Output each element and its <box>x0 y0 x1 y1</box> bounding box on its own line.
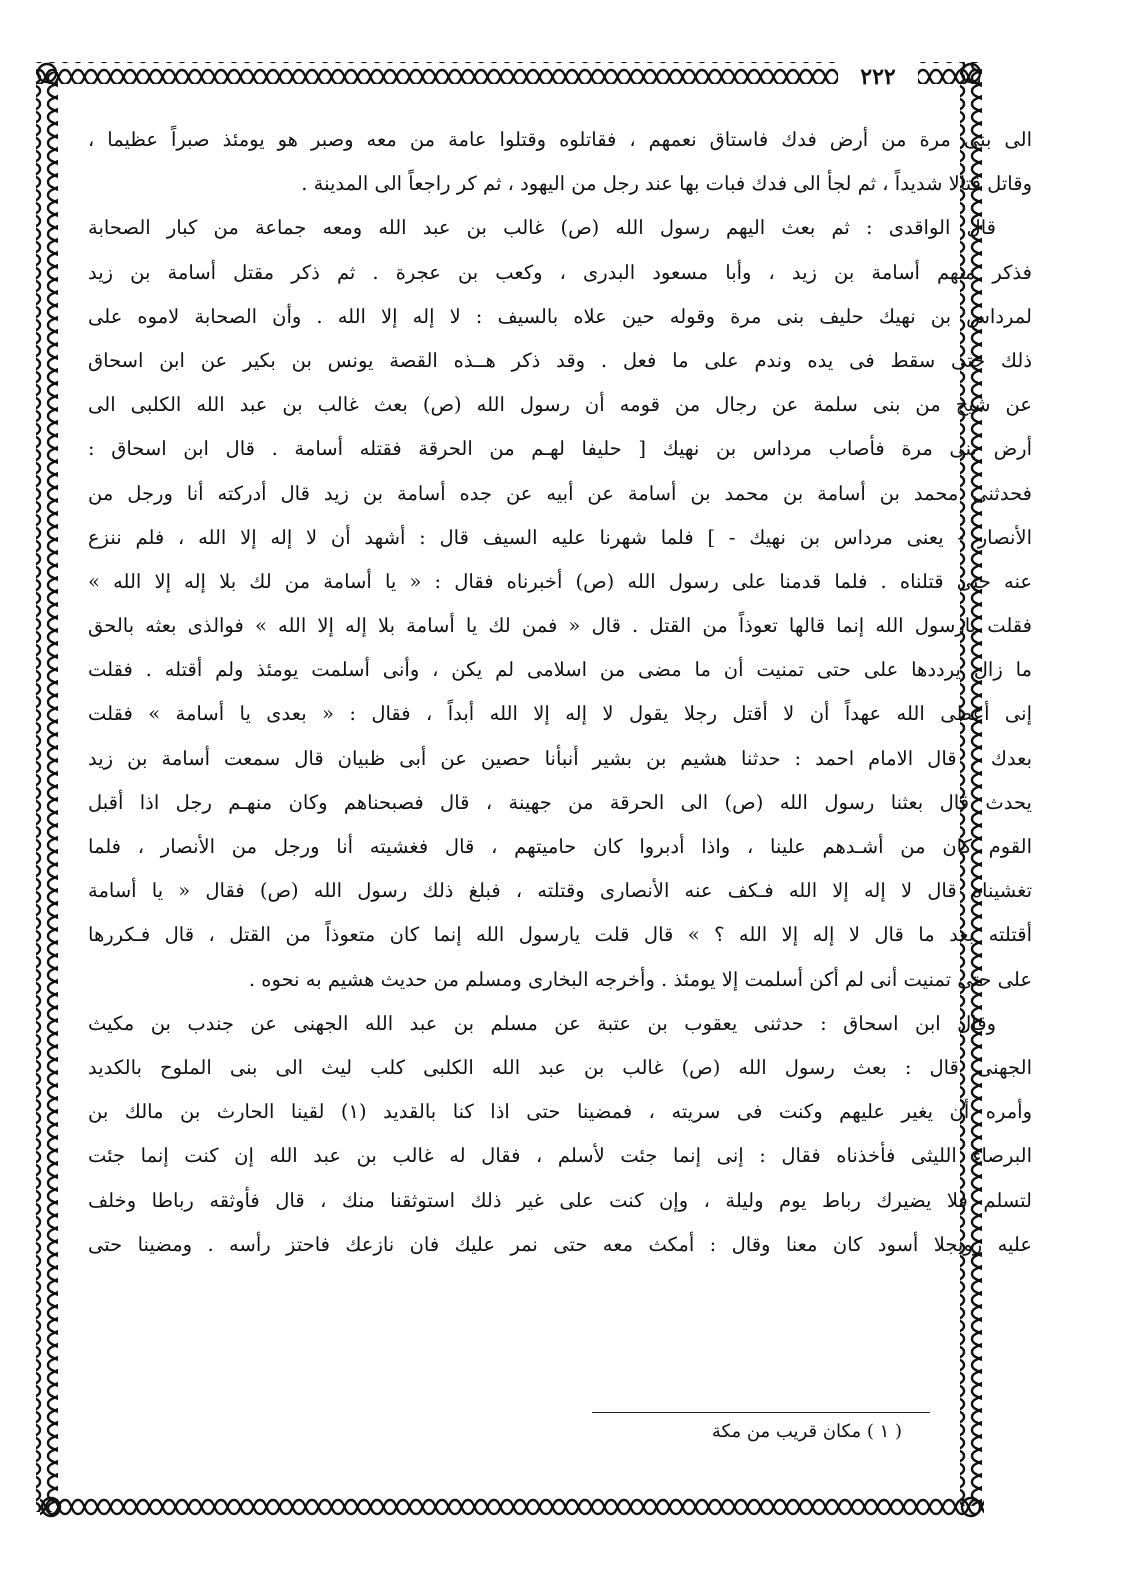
text-line: فذكر منهم أسامة بن زيد ، وأبا مسعود البدرى ، وكعب بن عجرة . ثم ذكر مقتل أسامة بن زيد <box>88 260 1032 284</box>
text-line: القوم كان من أشـدهم علينا ، واذا أدبروا كان حاميتهم ، قال فغشيته أنا ورجل من الأنصار ، فلما <box>88 835 1032 858</box>
text-line: على حتى تمنيت أنى لم أكن أسلمت إلا يومئذ . وأخرجه البخارى ومسلم من حديث هشيم به نحوه . <box>248 967 1032 991</box>
body-text <box>88 118 1032 1267</box>
text-line: لتسلم فلا يضيرك رباط يوم وليلة ، وإن كنت على غير ذلك استوثقنا منك ، قال فأوثقه رباطا وخلف <box>88 1188 1032 1212</box>
text-line: عنه حتى قتلناه . فلما قدمنا على رسول الله (ص) أخبرناه فقال : « يا أسامة من لك بلا إله إلا الله » <box>88 569 1032 593</box>
text-line: الى بنى مرة من أرض فدك فاستاق نعمهم ، فقاتلوه وقتلوا عامة من معه وصبر هو يومئذ صبراً عظيما ، <box>88 128 1032 151</box>
text-line: الجهنى قال : بعث رسول الله (ص) غالب بن عبد الله الكلبى كلب ليث الى بنى الملوح بالكديد <box>88 1055 1032 1079</box>
text-line: بعدك . قال الامام احمد : حدثنا هشيم بن بشير أنبأنا حصين عن أبى ظبيان قال سمعت أسامة بن زيد <box>88 746 1032 770</box>
text-line: وقاتل قتالا شديداً ، ثم لجأ الى فدك فبات بها عند رجل من اليهود ، ثم كر راجعاً الى المدينة . <box>301 172 1032 196</box>
text-line: ذلك حتى سقط فى يده وندم على ما فعل . وقد ذكر هــذه القصة يونس بن بكير عن ابن اسحاق <box>88 348 1032 372</box>
text-line: تغشيناه قال لا إله إلا الله فـكف عنه الأنصارى وقتلته ، فبلغ ذلك رسول الله (ص) فقال « يا أسامة <box>88 879 1032 903</box>
footnote-divider <box>592 1412 930 1413</box>
text-line: فحدثنى محمد بن أسامة بن محمد بن أسامة عن أبيه عن جده أسامة بن زيد قال أدركته أنا ورجل من <box>88 481 1032 505</box>
text-line: عليه رويجلا أسود كان معنا وقال : أمكث معه حتى نمر عليك فان نازعك فاحتز رأسه . ومضينا حتى <box>88 1232 1032 1256</box>
text-line: يحدث قال بعثنا رسول الله (ص) الى الحرقة من جهينة ، قال فصبحناهم وكان منهـم رجل اذا أقبل <box>88 790 1032 814</box>
text-line: فقلت يارسول الله إنما قالها تعوذاً من القتل . قال « فمن لك يا أسامة بلا إله إلا الله » فوالذى بعثه بالحق <box>88 614 1032 638</box>
page-number: ٢٢٢ <box>838 60 918 94</box>
text-line: إنى أعطى الله عهداً أن لا أقتل رجلا يقول لا إله إلا الله أبداً ، فقال : « بعدى يا أسامة » فقلت <box>88 702 1032 726</box>
text-line: أرض بنى مرة فأصاب مرداس بن نهيك [ حليفا لهـم من الحرقة فقتله أسامة . قال ابن اسحاق : <box>88 437 1032 461</box>
text-line: البرصاء الليثى فأخذناه فقال : إنى إنما جئت لأسلم ، فقال له غالب بن عبد الله إن كنت إنما جئت <box>88 1144 1032 1168</box>
text-line: عن شيخ من بنى سلمة عن رجال من قومه أن رسول الله (ص) بعث غالب بن عبد الله الكلبى الى <box>88 393 1032 417</box>
text-line: وقال ابن اسحاق : حدثنى يعقوب بن عتبة عن مسلم بن عبد الله الجهنى عن جندب بن مكيث <box>88 1011 996 1035</box>
text-line: الأنصار - يعنى مرداس بن نهيك - ] فلما شهرنا عليه السيف قال : أشهد أن لا إله إلا الله ، فلم ننزع <box>88 525 1032 549</box>
text-line: ما زال يرددها على حتى تمنيت أن ما مضى من اسلامى لم يكن ، وأنى أسلمت يومئذ ولم أقتله . فقلت <box>88 658 1032 682</box>
footnote: ( ١ ) مكان قريب من مكة <box>711 1421 902 1442</box>
text-line: قال الواقدى : ثم بعث اليهم رسول الله (ص) غالب بن عبد الله ومعه جماعة من كبار الصحابة <box>88 216 996 240</box>
text-line: وأمره أن يغير عليهم وكنت فى سريته ، فمضينا حتى اذا كنا بالقديد (١) لقينا الحارث بن مالك بن <box>88 1100 1032 1124</box>
text-line: لمرداس بن نهيك حليف بنى مرة وقوله حين علاه بالسيف : لا إله إلا الله . وأن الصحابة لاموه على <box>88 304 1032 328</box>
text-line: أقتلته بعد ما قال لا إله إلا الله ؟ » قال قلت يارسول الله إنما كان متعوذاً من القتل ، قال فـكررها <box>88 923 1032 947</box>
